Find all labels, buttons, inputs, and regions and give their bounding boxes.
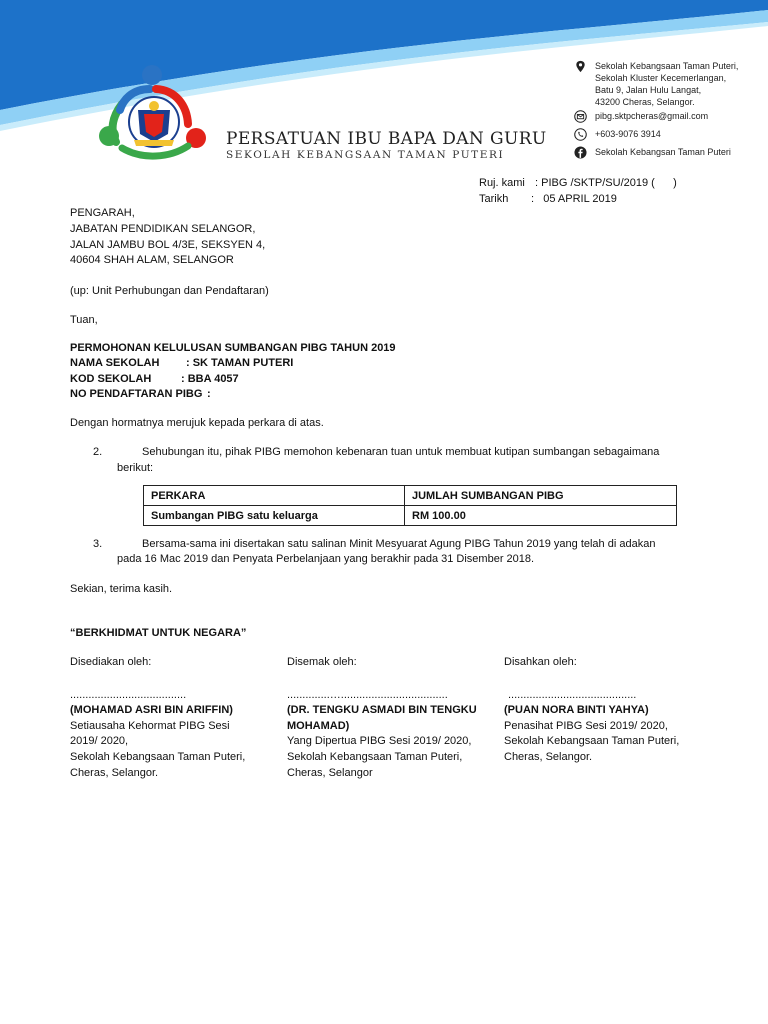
phone-icon <box>574 128 587 141</box>
paragraph-3-line: pada 16 Mac 2019 dan Penyata Perbelanjaan yang berakhir pada 31 Disember 2018. <box>117 553 535 565</box>
paragraph-3-number: 3. <box>93 538 103 550</box>
signatory-label: Disahkan oleh: <box>504 656 577 668</box>
signatory-detail: Setiausaha Kehormat PIBG Sesi <box>70 719 230 732</box>
school-subtitle: SEKOLAH KEBANGSAAN TAMAN PUTERI <box>226 149 505 161</box>
attention-line: (up: Unit Perhubungan dan Pendaftaran) <box>70 285 269 297</box>
phone-text: +603-9076 3914 <box>595 129 661 139</box>
recipient-line: PENGARAH, <box>70 207 135 219</box>
org-title: PERSATUAN IBU BAPA DAN GURU <box>226 129 547 149</box>
school-code-value: : BBA 4057 <box>181 373 239 385</box>
table-row <box>144 506 677 526</box>
facebook-icon <box>574 146 587 159</box>
reference-value: : PIBG /SKTP/SU/2019 ( ) <box>535 177 677 189</box>
table-header-row <box>144 486 677 506</box>
pibg-logo <box>92 62 212 162</box>
address-line: Sekolah Kebangsaan Taman Puteri, <box>595 61 739 71</box>
signatory-detail: Penasihat PIBG Sesi 2019/ 2020, <box>504 719 668 732</box>
facebook-row <box>574 146 731 159</box>
table-cell: Sumbangan PIBG satu keluarga <box>144 506 405 526</box>
signature-line: ...................................... <box>70 688 187 701</box>
salutation: Tuan, <box>70 314 98 326</box>
school-code-label: KOD SEKOLAH <box>70 373 152 385</box>
closing-line: Sekian, terima kasih. <box>70 583 173 595</box>
paragraph-2-number: 2. <box>93 446 103 458</box>
signatory-label: Disediakan oleh: <box>70 656 152 668</box>
reference-label: Ruj. kami <box>479 177 525 189</box>
facebook-text: Sekolah Kebangsan Taman Puteri <box>595 147 731 157</box>
recipient-line: JALAN JAMBU BOL 4/3E, SEKSYEN 4, <box>70 239 266 251</box>
recipient-line: JABATAN PENDIDIKAN SELANGOR, <box>70 223 256 235</box>
signatory-name: (PUAN NORA BINTI YAHYA) <box>504 704 649 717</box>
signatory-detail: Cheras, Selangor <box>287 766 373 779</box>
table-header: JUMLAH SUMBANGAN PIBG <box>405 486 677 506</box>
registration-label: NO PENDAFTARAN PIBG <box>70 388 203 400</box>
date-label: Tarikh <box>479 193 509 205</box>
paragraph-1: Dengan hormatnya merujuk kepada perkara di atas. <box>70 417 324 429</box>
address-line: 43200 Cheras, Selangor. <box>595 97 695 107</box>
signatory-name: (DR. TENGKU ASMADI BIN TENGKU <box>287 704 477 717</box>
recipient-line: 40604 SHAH ALAM, SELANGOR <box>70 254 234 266</box>
paragraph-2-line: Sehubungan itu, pihak PIBG memohon kebenaran tuan untuk membuat kutipan sumbangan sebagaimana <box>142 446 660 458</box>
signatory-detail: Yang Dipertua PIBG Sesi 2019/ 2020, <box>287 735 472 748</box>
address-line: Sekolah Kluster Kecemerlangan, <box>595 73 727 83</box>
signatory-label: Disemak oleh: <box>287 656 357 668</box>
paragraph-2-line: berikut: <box>117 462 154 474</box>
signatory-name: (MOHAMAD ASRI BIN ARIFFIN) <box>70 704 233 717</box>
signature-line: .......................................... <box>508 688 637 701</box>
email-text: pibg.sktpcheras@gmail.com <box>595 111 709 121</box>
signatory-detail: Cheras, Selangor. <box>504 750 593 763</box>
school-name-label: NAMA SEKOLAH <box>70 357 160 369</box>
signatory-detail: 2019/ 2020, <box>70 735 129 748</box>
signatory-approver <box>504 655 704 766</box>
table-cell: RM 100.00 <box>405 506 677 526</box>
signatory-detail: Sekolah Kebangsaan Taman Puteri, <box>70 750 246 763</box>
signatory-name: MOHAMAD) <box>287 719 350 732</box>
email-icon <box>574 110 587 123</box>
address-line: Batu 9, Jalan Hulu Langat, <box>595 85 702 95</box>
signatory-detail: Sekolah Kebangsaan Taman Puteri, <box>504 735 680 748</box>
signature-line: ..............…................................... <box>287 688 448 701</box>
signatory-reviewer <box>287 655 492 781</box>
motto: “BERKHIDMAT UNTUK NEGARA” <box>70 627 247 639</box>
subject-title: PERMOHONAN KELULUSAN SUMBANGAN PIBG TAHUN 2019 <box>70 342 396 354</box>
phone-row <box>574 128 661 141</box>
address-block <box>574 60 738 108</box>
signatory-detail: Cheras, Selangor. <box>70 766 159 779</box>
signatory-detail: Sekolah Kebangsaan Taman Puteri, <box>287 750 463 763</box>
location-pin-icon <box>574 60 587 73</box>
signatory-preparer <box>70 655 270 781</box>
school-name-value: : SK TAMAN PUTERI <box>186 357 294 369</box>
paragraph-3-line: Bersama-sama ini disertakan satu salinan Minit Mesyuarat Agung PIBG Tahun 2019 yang telah di adakan <box>142 538 656 550</box>
registration-value: : <box>207 388 211 400</box>
date-value: : 05 APRIL 2019 <box>531 193 617 205</box>
contribution-table <box>143 485 677 526</box>
table-header: PERKARA <box>144 486 405 506</box>
email-row <box>574 110 708 123</box>
